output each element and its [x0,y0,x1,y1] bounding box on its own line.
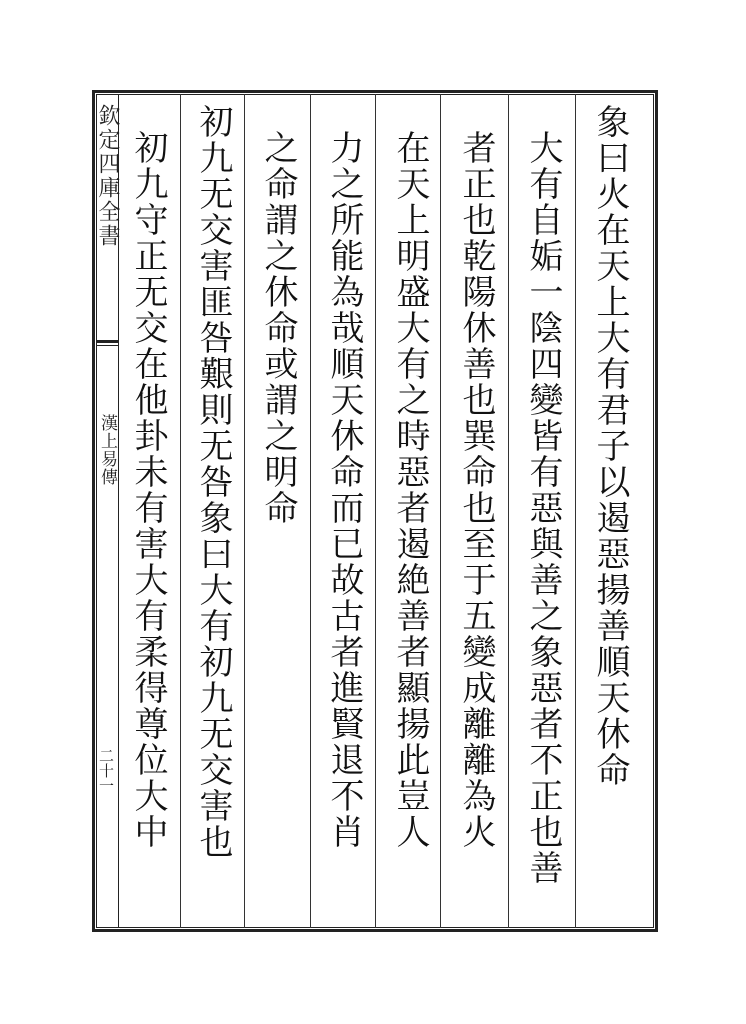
column-rule [440,94,441,928]
margin-page-number: 二十一 [97,748,115,793]
text-column-1: 象曰火在天上大有君子以遏惡揚善順天休命 [590,104,630,788]
column-rule [310,94,311,928]
text-column-2: 大有自姤一陰四變皆有惡與善之象惡者不正也善 [523,130,563,886]
margin-title: 欽定四庫全書 [95,104,120,248]
fishtail-mark [96,340,118,357]
text-column-5: 力之所能為哉順天休命而已故古者進賢退不肖 [324,130,364,850]
text-column-7: 初九无交害匪咎艱則无咎象曰大有初九无交害也 [193,104,233,860]
column-rule [508,94,509,928]
text-column-8: 初九守正无交在他卦未有害大有柔得尊位大中 [128,130,168,850]
text-column-4: 在天上明盛大有之時惡者遏絶善者顯揚此豈人 [390,130,430,850]
column-rule [244,94,245,928]
column-rule [375,94,376,928]
column-rule [180,94,181,928]
text-column-6: 之命謂之休命或謂之明命 [258,130,298,526]
column-rule [575,94,576,928]
text-column-3: 者正也乾陽休善也巽命也至于五變成離離為火 [456,130,496,850]
margin-book-title: 漢上易傳 [97,414,117,486]
